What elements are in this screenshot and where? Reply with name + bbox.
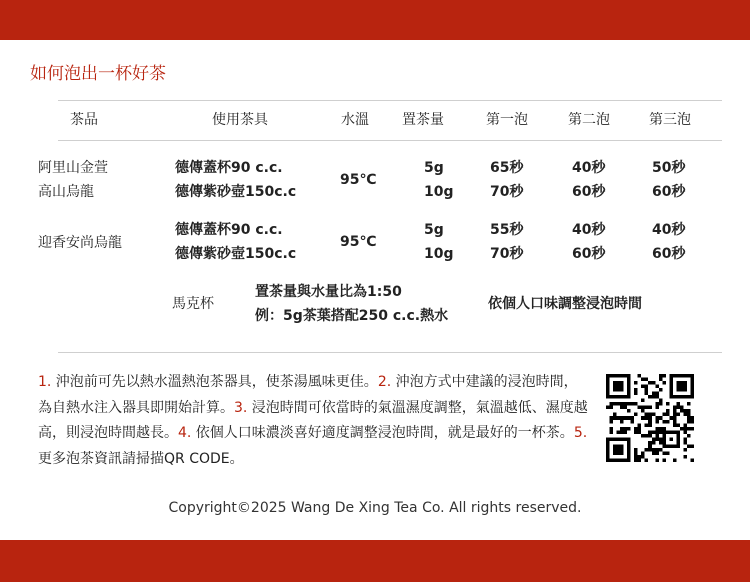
header-first: 第一泡 [486,112,528,128]
header-ware: 使用茶具 [212,112,268,128]
ware-item: 德傳蓋杯90 c.c. [175,222,283,238]
tea-amount: 10g [424,184,454,200]
first-steep: 55秒 [490,222,524,238]
third-steep: 40秒 [652,222,686,238]
brewing-notes [38,370,590,472]
first-steep: 65秒 [490,160,524,176]
note-number: 3. [234,399,248,416]
first-steep: 70秒 [490,246,524,262]
tea-name: 高山烏龍 [38,184,94,200]
tea-amount: 5g [424,160,444,176]
note-number: 1. [38,374,52,390]
top-banner [0,0,750,40]
mug-steep-note: 依個人口味調整浸泡時間 [488,296,642,312]
note-text: 沖泡前可先以熱水溫熱泡茶器具，使茶湯風味更佳。 [51,374,378,390]
second-steep: 60秒 [572,184,606,200]
water-temp: 95℃ [340,234,377,250]
first-steep: 70秒 [490,184,524,200]
note-text: 依個人口味濃淡喜好適度調整浸泡時間，就是最好的一杯茶。 [191,425,574,441]
page-title: 如何泡出一杯好茶 [30,64,166,84]
header-temp: 水溫 [341,112,369,128]
note-number: 4. [178,425,192,441]
note-text: 浸泡時間可依當時的氣溫濕度調整，氣溫越低、濕度越高，則浸泡時間越長。 [38,399,588,441]
third-steep: 60秒 [652,246,686,262]
water-temp: 95℃ [340,172,377,188]
note-text: 更多泡茶資訊請掃描QR CODE。 [38,450,244,467]
copyright: Copyright©2025 Wang De Xing Tea Co. All rights reserved. [168,500,582,516]
mug-example: 例：5g茶葉搭配250 c.c.熱水 [255,308,449,324]
header-rule [58,140,722,141]
mug-ware: 馬克杯 [172,296,214,312]
note-text: 沖泡方式中建議的浸泡時間，為自熱水注入器具即開始計算。 [38,374,578,416]
note-number: 5. [573,425,588,441]
tea-amount: 10g [424,246,454,262]
qr-code-icon[interactable] [606,374,694,462]
table-top-rule [58,100,722,101]
ware-item: 德傳蓋杯90 c.c. [175,160,283,176]
table-bottom-rule [58,352,722,353]
header-amount: 置茶量 [402,112,444,128]
second-steep: 60秒 [572,246,606,262]
note-number: 2. [377,374,392,390]
second-steep: 40秒 [572,160,606,176]
ware-item: 德傳紫砂壺150c.c [175,246,297,262]
header-tea: 茶品 [70,112,98,128]
ware-item: 德傳紫砂壺150c.c [175,184,297,200]
mug-ratio: 置茶量與水量比為1:50 [255,284,402,300]
second-steep: 40秒 [572,222,606,238]
third-steep: 60秒 [652,184,686,200]
third-steep: 50秒 [652,160,686,176]
tea-name: 阿里山金萱 [38,160,108,176]
bottom-banner [0,540,750,582]
header-third: 第三泡 [649,112,691,128]
tea-amount: 5g [424,222,444,238]
header-second: 第二泡 [568,112,610,128]
tea-name: 迎香安尚烏龍 [38,235,122,251]
